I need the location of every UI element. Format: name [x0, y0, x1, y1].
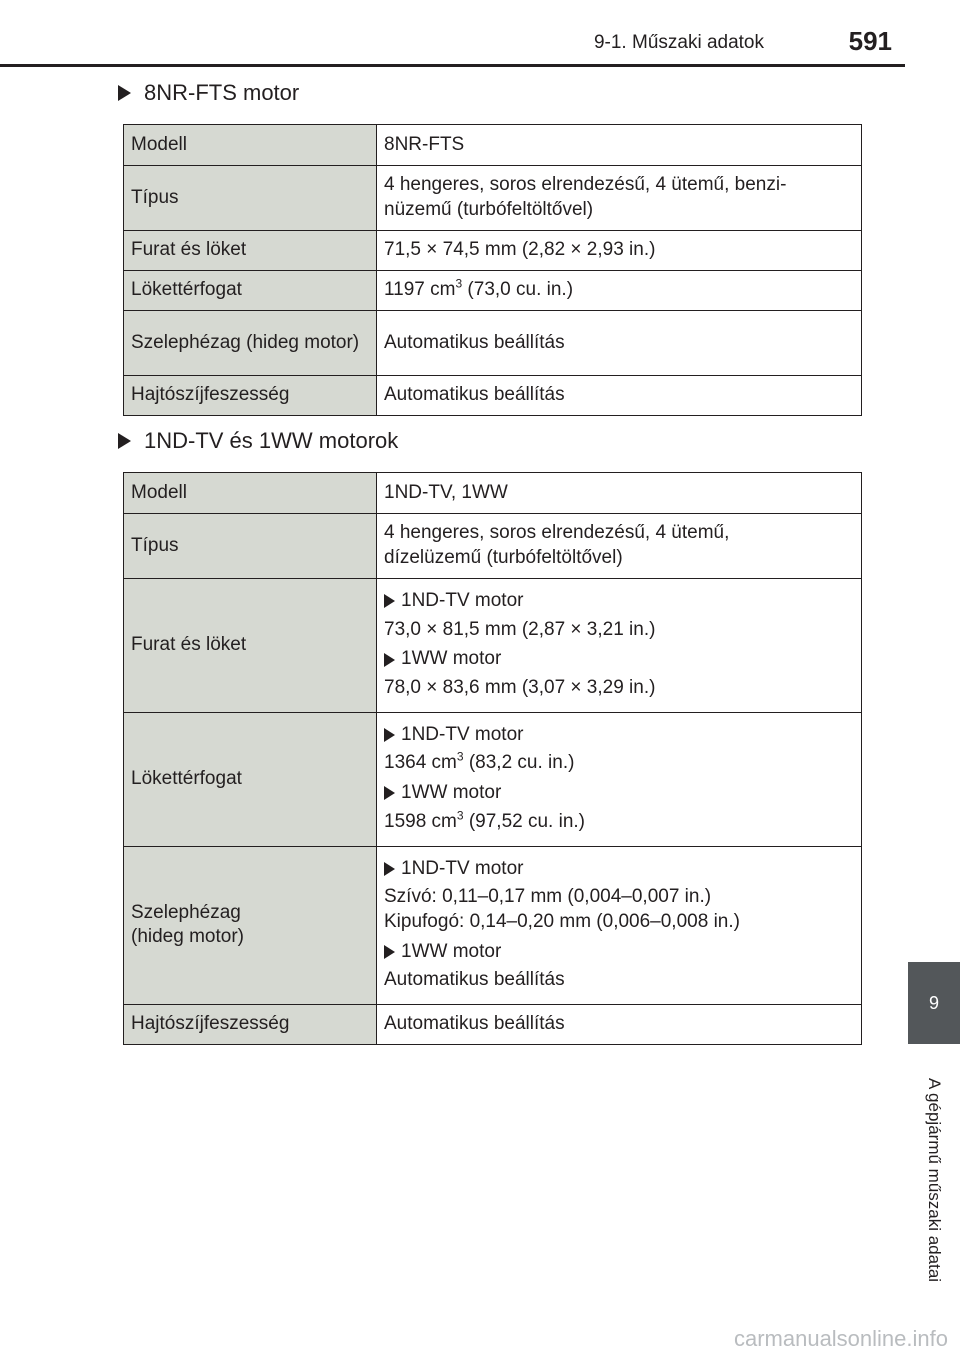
subheading-1ww [384, 940, 854, 965]
triangle-bullet-icon [118, 433, 131, 449]
header-rule [0, 64, 905, 67]
table-row [124, 231, 862, 271]
value-main: 1364 cm [384, 752, 457, 774]
value-main: 1197 cm [384, 279, 456, 301]
row-value: 1ND-TV, 1WW [377, 473, 862, 514]
table-row [124, 125, 862, 166]
value-superscript: 3 [456, 808, 464, 823]
page-number: 591 [848, 26, 892, 56]
watermark: carmanualsonline.info [733, 1326, 948, 1351]
row-value: Automatikus beállítás [377, 376, 862, 416]
table-row [124, 473, 862, 514]
subheading-1nd [384, 589, 854, 614]
spec-table-8nr [123, 124, 862, 416]
subheading-1nd [384, 723, 854, 748]
row-value: 4 hengeres, soros elrendezésű, 4 ütemű, benzi- nüzemű (turbófeltöltővel) [377, 166, 862, 231]
row-value: Automatikus beállítás [377, 311, 862, 376]
value-text: Szívó: 0,11–0,17 mm (0,004–0,007 in.) Kipufogó: 0,14–0,20 mm (0,006–0,008 in.) [384, 886, 740, 932]
value-rest: (97,52 cu. in.) [463, 810, 586, 832]
subheading-1ww [384, 781, 854, 806]
subheading-text: 1WW motor [401, 782, 502, 804]
row-value: 71,5 × 74,5 mm (2,82 × 2,93 in.) [377, 231, 862, 271]
row-label: Szelephézag (hideg motor) [124, 311, 377, 376]
row-value: Automatikus beállítás [377, 1004, 862, 1044]
row-label: Típus [124, 514, 377, 579]
section-heading-8nr [118, 80, 299, 106]
row-label: Furat és löket [124, 231, 377, 271]
table-row [124, 1004, 862, 1044]
triangle-bullet-icon [384, 945, 395, 959]
row-label: Típus [124, 166, 377, 231]
section-heading-1nd [118, 428, 398, 454]
subheading-text: 1WW motor [401, 940, 502, 962]
section-heading-text: 1ND-TV és 1WW motorok [144, 428, 399, 453]
row-value: 8NR-FTS [377, 125, 862, 166]
row-value [377, 271, 862, 311]
row-value [377, 712, 862, 846]
row-value: 4 hengeres, soros elrendezésű, 4 ütemű, dízelüzemű (turbófeltöltővel) [377, 514, 862, 579]
row-value [377, 846, 862, 1004]
subheading-text: 1ND-TV motor [401, 590, 524, 611]
table-row [124, 846, 862, 1004]
spec-table-1nd [123, 472, 862, 1045]
row-label: Lökettérfogat [124, 712, 377, 846]
value-text [384, 751, 854, 776]
row-value [377, 579, 862, 713]
value-rest: (83,2 cu. in.) [463, 752, 575, 774]
subheading-text: 1WW motor [401, 648, 502, 670]
table-row [124, 514, 862, 579]
table-row [124, 376, 862, 416]
table-row [124, 166, 862, 231]
value-text [384, 810, 854, 835]
table-row [124, 579, 862, 713]
row-label: Hajtószíjfeszesség [124, 1004, 377, 1044]
chapter-title-text: A gépjármű műszaki adatai [925, 1077, 944, 1283]
page-header [0, 0, 960, 68]
row-label: Furat és löket [124, 579, 377, 713]
subheading-text: 1ND-TV motor [401, 723, 524, 745]
value-rest: (73,0 cu. in.) [462, 279, 574, 301]
value-text: 78,0 × 83,6 mm (3,07 × 3,29 in.) [384, 677, 656, 699]
row-label: Hajtószíjfeszesség [124, 376, 377, 416]
triangle-bullet-icon [384, 786, 395, 800]
value-text: 73,0 × 81,5 mm (2,87 × 3,21 in.) [384, 618, 656, 640]
value-superscript: 3 [455, 276, 463, 291]
subheading-1ww [384, 647, 854, 672]
table-row [124, 311, 862, 376]
section-title: 9-1. Műszaki adatok [593, 32, 764, 53]
chapter-title [908, 1050, 960, 1310]
row-label: Szelephézag (hideg motor) [124, 846, 377, 1004]
triangle-bullet-icon [384, 728, 395, 742]
subheading-text: 1ND-TV motor [401, 857, 524, 879]
chapter-tab: 9 [908, 962, 960, 1044]
row-label: Lökettérfogat [124, 271, 377, 311]
triangle-bullet-icon [384, 594, 395, 608]
value-superscript: 3 [456, 750, 464, 765]
table-row [124, 712, 862, 846]
triangle-bullet-icon [384, 862, 395, 876]
row-label: Modell [124, 125, 377, 166]
triangle-bullet-icon [118, 85, 131, 101]
triangle-bullet-icon [384, 653, 395, 667]
subheading-1nd [384, 857, 854, 882]
section-heading-text: 8NR-FTS motor [144, 80, 300, 105]
value-main: 1598 cm [384, 810, 457, 832]
value-text: Automatikus beállítás [384, 969, 565, 991]
table-row [124, 271, 862, 311]
row-label: Modell [124, 473, 377, 514]
